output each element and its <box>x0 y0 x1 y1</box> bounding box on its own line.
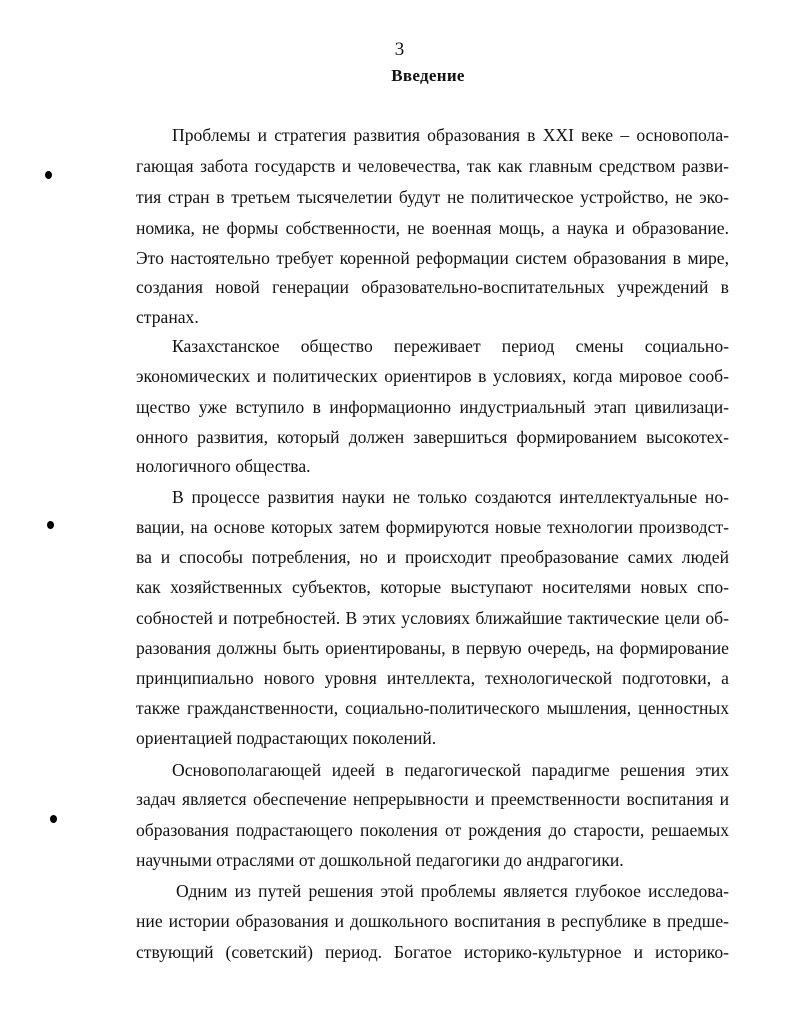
text-line: В процессе развития науки не только создаются интеллектуальные но- <box>172 487 729 507</box>
text-line: создания новой генерации образовательно-воспитательных учреждений в <box>136 277 729 297</box>
text-line: научными отраслями от дошкольной педагогики до андрагогики. <box>136 850 624 870</box>
page-number: 3 <box>394 39 405 60</box>
text-line: принципиально нового уровня интеллекта, технологической подготовки, а <box>136 668 729 688</box>
text-line: щество уже вступило в информационно индустриальный этап цивилизаци- <box>136 397 729 417</box>
text-line: Одним из путей решения этой проблемы является глубокое исследова- <box>176 881 729 901</box>
page-heading: Введение <box>391 66 465 85</box>
text-line: вации, на основе которых затем формируются новые технологии производст- <box>136 517 729 537</box>
text-line: Проблемы и стратегия развития образования в XXI веке – основопола- <box>172 125 729 145</box>
text-line: также гражданственности, социально-политического мышления, ценностных <box>136 698 729 718</box>
text-line: номика, не формы собственности, не военная мощь, а наука и образование. <box>136 218 729 238</box>
text-line: онного развития, который должен завершиться формированием высокотех- <box>136 427 729 447</box>
text-line: экономических и политических ориентиров в условиях, когда мировое сооб- <box>136 366 729 386</box>
text-line: тия стран в третьем тысячелетии будут не политическое устройство, не эко- <box>136 187 729 207</box>
text-line: образования подрастающего поколения от рождения до старости, решаемых <box>136 820 729 840</box>
text-line: ствующий (советский) период. Богатое историко-культурное и историко- <box>136 942 729 962</box>
text-line: Казахстанское общество переживает период смены социально- <box>172 336 729 356</box>
text-line: как хозяйственных субъектов, которые выступают носителями новых спо- <box>136 577 729 597</box>
text-line: Это настоятельно требует коренной реформации систем образования в мире, <box>136 248 729 268</box>
margin-dot-mark <box>45 171 52 179</box>
text-line: задач является обеспечение непрерывности и преемственности воспитания и <box>136 789 729 809</box>
text-line: ние истории образования и дошкольного воспитания в республике в предше- <box>136 911 729 931</box>
margin-dot-mark <box>50 815 57 823</box>
text-line: собностей и потребностей. В этих условиях ближайшие тактические цели об- <box>136 608 729 628</box>
text-line: разования должны быть ориентированы, в первую очередь, на формирование <box>136 638 729 658</box>
text-line: нологичного общества. <box>136 456 311 476</box>
text-line: ориентацией подрастающих поколений. <box>136 728 437 748</box>
text-line: странах. <box>136 307 199 327</box>
text-line: Основополагающей идеей в педагогической парадигме решения этих <box>172 760 729 780</box>
text-line: ва и способы потребления, но и происходит преобразование самих людей <box>136 547 729 567</box>
margin-dot-mark <box>47 521 54 529</box>
text-line: гающая забота государств и человечества, так как главным средством разви- <box>136 156 729 176</box>
